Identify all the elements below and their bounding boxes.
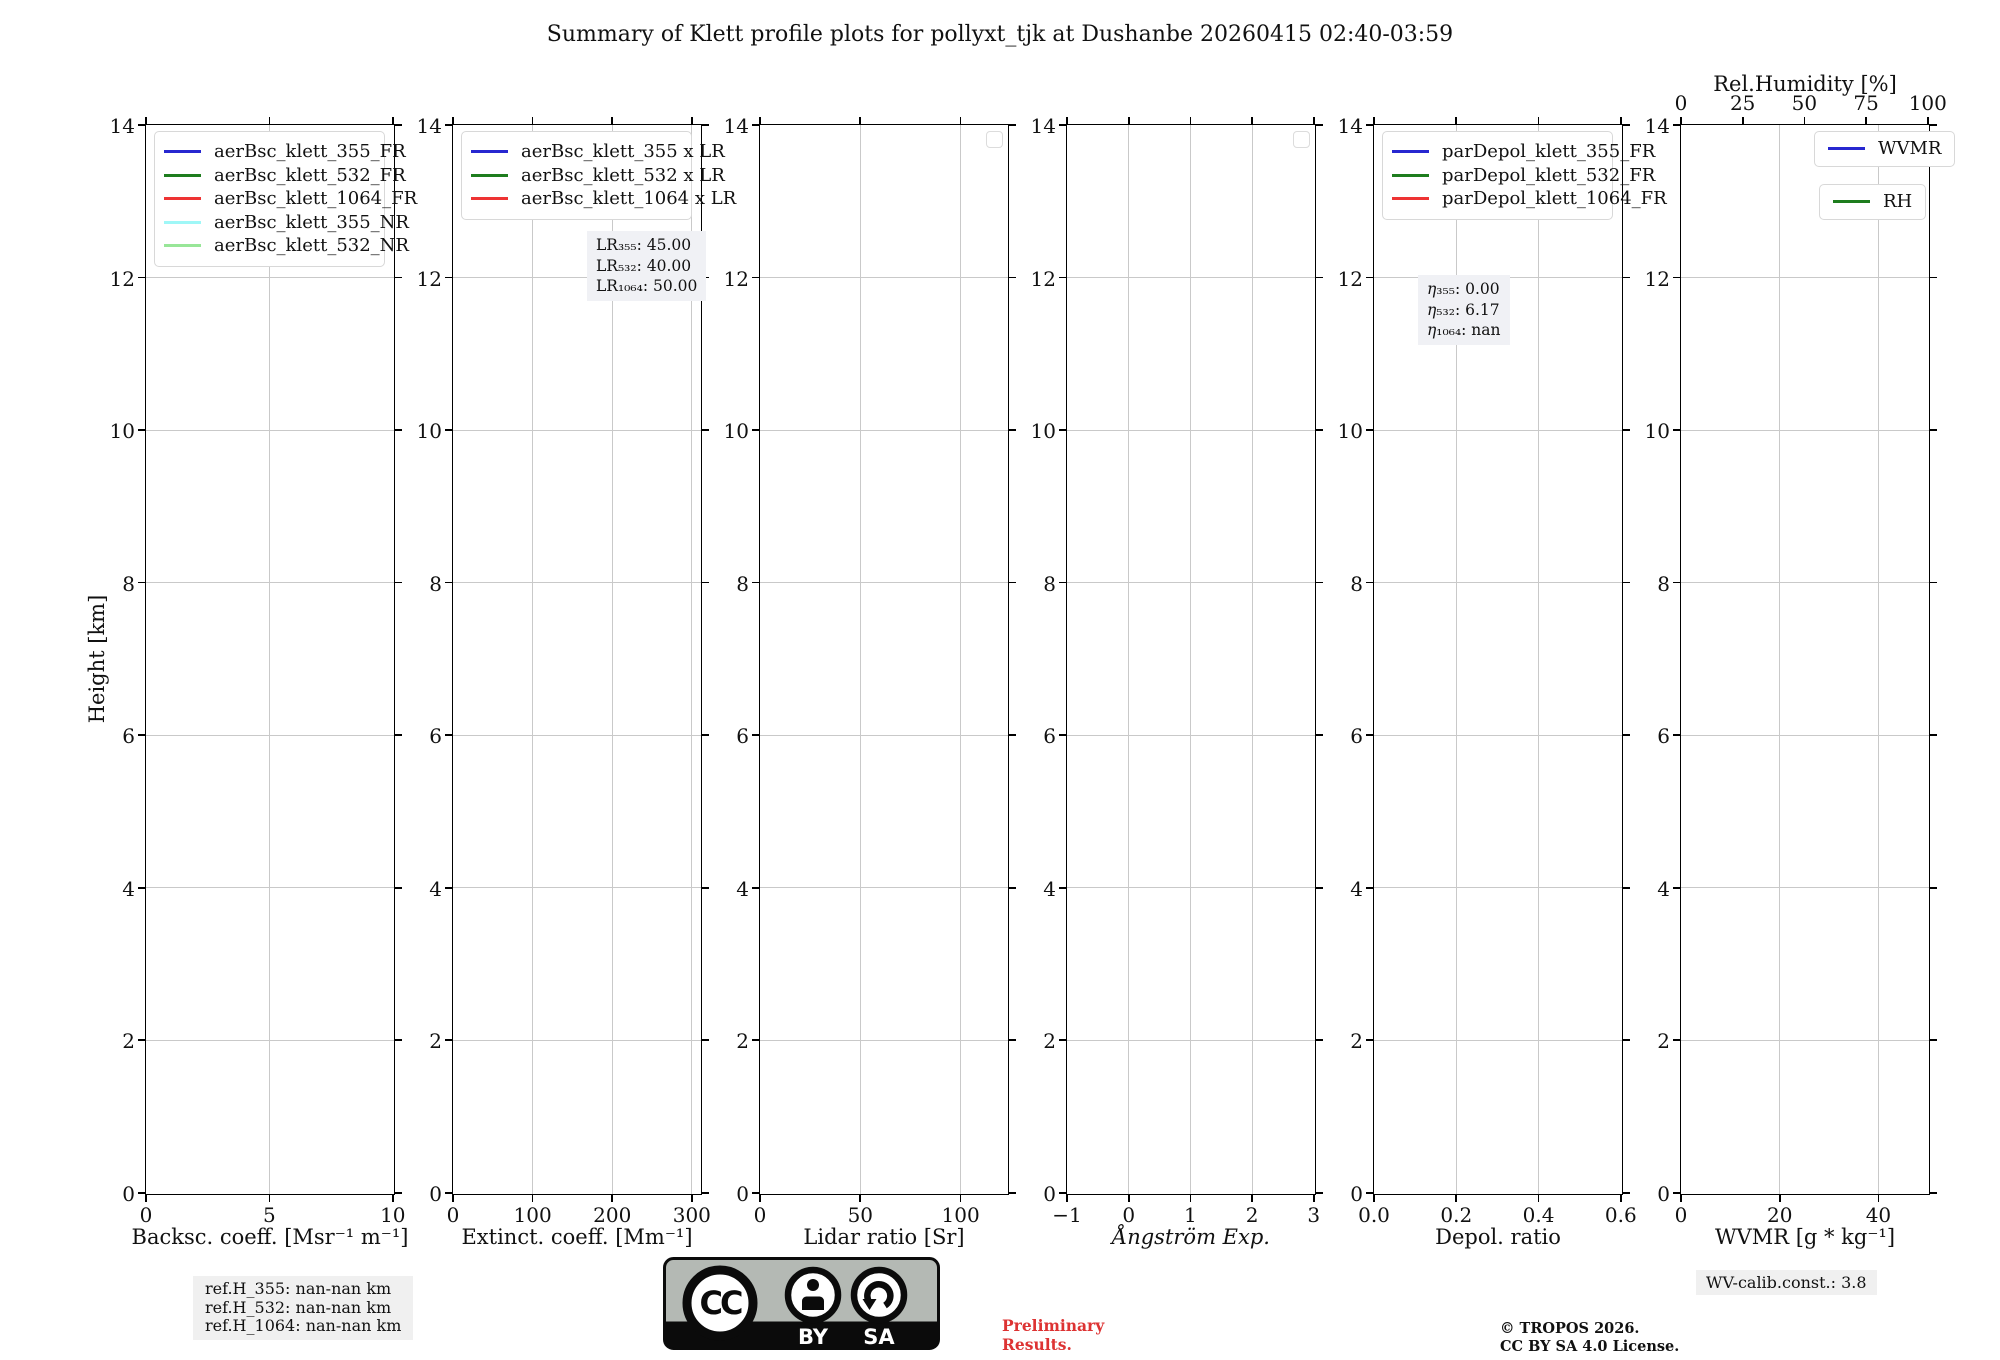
top-axis-tick — [1742, 117, 1744, 125]
y-tick — [1366, 429, 1374, 431]
gridline-y — [760, 735, 1008, 736]
y-tick — [752, 734, 760, 736]
x-tick-top — [269, 117, 271, 125]
legend-item — [1392, 187, 1667, 211]
by-person-icon — [788, 1270, 838, 1320]
y-tick-label: 12 — [109, 266, 135, 291]
cc-logo-text: CC — [699, 1284, 741, 1322]
y-tick-label: 12 — [1644, 266, 1670, 291]
legend-item — [164, 187, 418, 211]
annotation-line: LR₁₀₆₄: 50.00 — [596, 277, 698, 295]
y-tick-right — [1929, 1192, 1937, 1194]
x-tick-label: 2 — [1245, 1203, 1259, 1227]
wv-calib-annotation: WV-calib.const.: 3.8 — [1696, 1270, 1877, 1295]
y-tick-label: 0 — [1657, 1181, 1670, 1206]
y-tick-label: 12 — [723, 266, 749, 291]
y-tick-right — [1929, 124, 1937, 126]
gridline-y — [1067, 887, 1315, 888]
y-tick — [1059, 734, 1067, 736]
x-tick — [532, 1194, 534, 1202]
y-tick — [1059, 582, 1067, 584]
gridline-x — [1538, 125, 1539, 1194]
y-tick-right — [1929, 1039, 1937, 1041]
legend-label: aerBsc_klett_532_NR — [214, 235, 409, 257]
y-tick — [138, 429, 146, 431]
y-tick — [1059, 124, 1067, 126]
legend-line-sample — [1392, 197, 1429, 200]
legend-line-sample — [164, 244, 201, 247]
x-tick-label: 0.6 — [1604, 1203, 1637, 1227]
y-tick — [138, 124, 146, 126]
y-tick — [752, 582, 760, 584]
x-axis-label: Depol. ratio — [1435, 1225, 1561, 1249]
x-axis-label: Extinct. coeff. [Mm⁻¹] — [461, 1225, 693, 1249]
y-tick-label: 8 — [1350, 571, 1363, 596]
legend-box — [461, 131, 737, 220]
preliminary-results-note — [1002, 1316, 1104, 1354]
x-axis-label: Lidar ratio [Sr] — [803, 1225, 965, 1249]
legend-item — [471, 164, 725, 188]
legend-item — [471, 140, 725, 164]
x-tick-label: 0 — [1674, 1203, 1688, 1227]
legend-label: aerBsc_klett_532_FR — [214, 164, 406, 186]
legend-box-empty — [1293, 131, 1310, 148]
legend-line-sample — [1392, 174, 1429, 177]
gridline-x — [960, 125, 961, 1194]
y-tick — [1673, 1192, 1681, 1194]
gridline-y — [1067, 1040, 1315, 1041]
x-axis-label: WVMR [g * kg⁻¹] — [1714, 1225, 1896, 1249]
y-tick-right — [1929, 887, 1937, 889]
y-tick-label: 0 — [429, 1181, 442, 1206]
y-tick-label: 2 — [122, 1029, 135, 1054]
x-tick-top — [1455, 117, 1457, 125]
gridline-y — [1681, 430, 1929, 431]
x-tick — [759, 1194, 761, 1202]
ref-height-532: ref.H_532: nan-nan km — [205, 1297, 392, 1317]
y-tick-label: 4 — [1657, 876, 1670, 901]
legend-line-sample — [471, 197, 508, 200]
gridline-y — [1374, 735, 1622, 736]
x-tick — [1066, 1194, 1068, 1202]
y-tick — [1673, 429, 1681, 431]
x-tick-label: 0 — [139, 1203, 153, 1227]
x-tick-label: 20 — [1766, 1203, 1793, 1227]
y-tick — [1059, 887, 1067, 889]
gridline-y — [1067, 430, 1315, 431]
y-tick-label: 0 — [1043, 1181, 1056, 1206]
y-tick-label: 12 — [416, 266, 442, 291]
top-axis-tick — [1804, 117, 1806, 125]
x-tick-top — [611, 117, 613, 125]
x-tick-top — [1538, 117, 1540, 125]
top-axis-tick-label: 75 — [1853, 91, 1879, 115]
y-tick — [752, 887, 760, 889]
gridline-y — [453, 887, 701, 888]
gridline-y — [146, 735, 394, 736]
x-tick-label: 0.4 — [1522, 1203, 1555, 1227]
legend-item — [164, 140, 406, 164]
figure-title: Summary of Klett profile plots for pollyxt_tjk at Dushanbe 20260415 02:40-03:59 — [546, 22, 1454, 47]
legend-label: aerBsc_klett_1064_FR — [214, 188, 418, 210]
y-tick — [1366, 734, 1374, 736]
legend-line-sample — [1392, 150, 1429, 153]
y-tick-label: 4 — [122, 876, 135, 901]
gridline-y — [1374, 430, 1622, 431]
y-tick-label: 6 — [122, 724, 135, 749]
y-tick — [445, 1039, 453, 1041]
y-tick-label: 4 — [429, 876, 442, 901]
x-tick-label: 10 — [380, 1203, 406, 1227]
top-axis-label: Rel.Humidity [%] — [1713, 72, 1897, 96]
gridline-y — [760, 582, 1008, 583]
legend-item — [164, 234, 409, 258]
legend-item — [1392, 140, 1656, 164]
x-tick-label: 100 — [513, 1203, 552, 1227]
x-tick-label: 0.2 — [1440, 1203, 1473, 1227]
gridline-y — [146, 887, 394, 888]
plot-backscatter — [109, 114, 418, 1249]
legend-label: parDepol_klett_532_FR — [1442, 164, 1656, 186]
legend-label: WVMR — [1878, 138, 1942, 160]
y-tick-label: 2 — [1043, 1029, 1056, 1054]
y-tick — [1366, 1039, 1374, 1041]
y-tick-label: 6 — [1043, 724, 1056, 749]
y-tick-label: 4 — [1043, 876, 1056, 901]
top-axis-tick-label: 100 — [1908, 91, 1947, 115]
y-tick — [138, 1192, 146, 1194]
badge-by-label: BY — [797, 1325, 829, 1349]
preliminary-line-1: Preliminary — [1002, 1316, 1105, 1335]
y-tick — [138, 887, 146, 889]
y-tick-label: 8 — [1657, 571, 1670, 596]
legend-line-sample — [164, 221, 201, 224]
gridline-x — [1128, 125, 1129, 1194]
y-tick — [1059, 1192, 1067, 1194]
y-tick — [445, 124, 453, 126]
x-tick — [1128, 1194, 1130, 1202]
y-tick — [752, 429, 760, 431]
x-tick-top — [532, 117, 534, 125]
gridline-y — [146, 582, 394, 583]
legend-label: aerBsc_klett_355 x LR — [521, 141, 725, 163]
y-tick-label: 14 — [416, 114, 442, 138]
gridline-y — [146, 430, 394, 431]
gridline-y — [1681, 1040, 1929, 1041]
gridline-y — [760, 277, 1008, 278]
legend-item — [471, 187, 737, 211]
legend-line-sample — [164, 174, 201, 177]
cc-by-sa-badge — [663, 1257, 940, 1354]
legend-item — [1833, 190, 1912, 214]
top-axis-tick — [1927, 117, 1929, 125]
y-tick-label: 14 — [1030, 114, 1056, 138]
legend-box — [154, 131, 418, 267]
legend-line-sample — [471, 150, 508, 153]
x-tick — [1190, 1194, 1192, 1202]
legend-label: aerBsc_klett_1064 x LR — [521, 188, 737, 210]
y-tick-label: 12 — [1337, 266, 1363, 291]
y-tick — [445, 429, 453, 431]
x-tick-label: 0 — [753, 1203, 767, 1227]
annotation-box — [587, 231, 706, 301]
gridline-y — [1067, 582, 1315, 583]
gridline-x — [860, 125, 861, 1194]
y-tick-label: 6 — [429, 724, 442, 749]
x-tick — [145, 1194, 147, 1202]
y-tick-label: 8 — [429, 571, 442, 596]
y-tick — [445, 582, 453, 584]
legend-item — [164, 164, 406, 188]
y-tick — [1673, 887, 1681, 889]
x-tick-label: 0 — [446, 1203, 460, 1227]
gridline-y — [1681, 582, 1929, 583]
top-axis-tick-label: 50 — [1791, 91, 1818, 115]
y-tick — [1366, 277, 1374, 279]
y-tick — [1059, 1039, 1067, 1041]
y-tick-label: 8 — [122, 571, 135, 596]
y-tick — [1366, 582, 1374, 584]
top-axis-tick-label: 0 — [1674, 91, 1688, 115]
gridline-y — [1681, 277, 1929, 278]
y-tick-label: 0 — [736, 1181, 749, 1206]
gridline-y — [146, 1040, 394, 1041]
copyright-line-2: CC BY SA 4.0 License. — [1500, 1337, 1680, 1355]
legend-label: aerBsc_klett_355_FR — [214, 141, 406, 163]
top-axis-tick — [1680, 117, 1682, 125]
y-tick-label: 0 — [122, 1181, 135, 1206]
x-tick-top — [859, 117, 861, 125]
gridline-y — [1067, 277, 1315, 278]
y-tick-label: 10 — [723, 419, 749, 444]
plot-extinction — [416, 114, 737, 1249]
y-tick-label: 14 — [109, 114, 135, 138]
y-tick-label: 8 — [736, 571, 749, 596]
x-tick — [611, 1194, 613, 1202]
x-tick — [960, 1194, 962, 1202]
y-tick — [445, 1192, 453, 1194]
x-tick — [1878, 1194, 1880, 1202]
x-tick-label: 50 — [847, 1203, 874, 1227]
cc-by-sa-badge-graphic — [663, 1257, 940, 1350]
y-tick-label: 6 — [736, 724, 749, 749]
y-tick — [445, 734, 453, 736]
x-tick-label: 0.0 — [1358, 1203, 1390, 1227]
x-tick-label: 300 — [672, 1203, 711, 1227]
preliminary-line-2: Results. — [1002, 1335, 1072, 1354]
y-tick — [1673, 734, 1681, 736]
y-tick — [445, 887, 453, 889]
y-tick — [445, 277, 453, 279]
gridline-y — [1681, 735, 1929, 736]
legend-line-sample — [164, 197, 201, 200]
gridline-x — [269, 125, 270, 1194]
x-tick-label: 0 — [1122, 1203, 1136, 1227]
annotation-line: LR₃₅₅: 45.00 — [596, 236, 692, 254]
x-tick — [1680, 1194, 1682, 1202]
y-tick — [138, 582, 146, 584]
y-tick — [1673, 582, 1681, 584]
sa-arrow-icon — [854, 1270, 904, 1320]
x-tick-top — [1251, 117, 1253, 125]
legend-label: parDepol_klett_1064_FR — [1442, 188, 1667, 210]
y-tick — [752, 277, 760, 279]
x-tick-top — [1190, 117, 1192, 125]
by-person-head — [807, 1279, 819, 1291]
y-tick-right — [1929, 429, 1937, 431]
ref-height-1064: ref.H_1064: nan-nan km — [205, 1316, 402, 1335]
x-tick — [1373, 1194, 1375, 1202]
y-tick-label: 2 — [1657, 1029, 1670, 1054]
legend-line-sample — [1833, 200, 1870, 203]
gridline-y — [1374, 1040, 1622, 1041]
y-tick-right — [1929, 277, 1937, 279]
gridline-y — [1681, 887, 1929, 888]
x-tick-top — [1128, 117, 1130, 125]
annotation-box — [1418, 275, 1510, 345]
y-tick-label: 6 — [1657, 724, 1670, 749]
y-tick-label: 14 — [1644, 114, 1670, 138]
legend-box — [1382, 131, 1667, 220]
x-tick — [269, 1194, 271, 1202]
y-tick — [1059, 277, 1067, 279]
plot-depol-ratio — [1337, 114, 1667, 1249]
y-tick — [1366, 887, 1374, 889]
y-tick-right — [1929, 582, 1937, 584]
y-tick-label: 14 — [1337, 114, 1363, 138]
y-tick — [138, 734, 146, 736]
y-tick — [1366, 124, 1374, 126]
legend-line-sample — [1828, 147, 1865, 150]
x-tick-label: 100 — [941, 1203, 980, 1227]
legend-line-sample — [471, 174, 508, 177]
x-tick — [452, 1194, 454, 1202]
x-tick — [1779, 1194, 1781, 1202]
badge-sa-label: SA — [863, 1325, 895, 1349]
y-tick — [138, 1039, 146, 1041]
y-tick-right — [1929, 734, 1937, 736]
y-tick-label: 10 — [416, 419, 442, 444]
y-tick-label: 10 — [1337, 419, 1363, 444]
y-tick — [138, 277, 146, 279]
annotation-line: η₁₀₆₄: nan — [1427, 321, 1501, 339]
y-tick-label: 14 — [723, 114, 749, 138]
annotation-line: η₃₅₅: 0.00 — [1427, 280, 1500, 298]
y-tick-label: 8 — [1043, 571, 1056, 596]
gridline-y — [1374, 887, 1622, 888]
x-axis-label: Backsc. coeff. [Msr⁻¹ m⁻¹] — [131, 1225, 409, 1249]
y-tick-label: 2 — [429, 1029, 442, 1054]
legend-box — [1814, 131, 1955, 167]
y-tick-label: 6 — [1350, 724, 1363, 749]
x-tick-label: 5 — [263, 1203, 276, 1227]
y-tick — [1366, 1192, 1374, 1194]
gridline-y — [760, 887, 1008, 888]
x-tick — [859, 1194, 861, 1202]
y-tick-label: 4 — [736, 876, 749, 901]
gridline-y — [453, 1040, 701, 1041]
y-tick-label: 0 — [1350, 1181, 1363, 1206]
by-person-body — [802, 1297, 824, 1311]
x-axis-label: Ångström Exp. — [1112, 1225, 1270, 1249]
gridline-x — [1190, 125, 1191, 1194]
copyright-line-1: © TROPOS 2026. — [1500, 1320, 1640, 1337]
y-tick — [752, 124, 760, 126]
plot-wvmr — [1644, 72, 1947, 1249]
y-axis-label: Height [km] — [85, 594, 109, 724]
gridline-y — [453, 582, 701, 583]
y-tick-label: 10 — [1030, 419, 1056, 444]
x-tick-label: 3 — [1307, 1203, 1321, 1227]
x-tick — [1455, 1194, 1457, 1202]
ref-height-355: ref.H_355: nan-nan km — [205, 1279, 392, 1298]
y-tick-label: 2 — [736, 1029, 749, 1054]
legend-line-sample — [164, 150, 201, 153]
legend-item — [164, 211, 409, 235]
gridline-x — [532, 125, 533, 1194]
plot-angstroem-exponent — [1030, 114, 1321, 1249]
y-tick — [752, 1192, 760, 1194]
gridline-y — [1067, 735, 1315, 736]
x-tick-label: 40 — [1865, 1203, 1892, 1227]
x-tick — [1538, 1194, 1540, 1202]
plot-lidar-ratio — [723, 114, 1009, 1249]
annotation-line: LR₅₃₂: 40.00 — [596, 256, 692, 275]
y-tick-label: 12 — [1030, 266, 1056, 291]
gridline-y — [760, 430, 1008, 431]
y-tick-label: 10 — [1644, 419, 1670, 444]
legend-label: aerBsc_klett_532 x LR — [521, 164, 725, 186]
gridline-y — [1374, 582, 1622, 583]
top-axis-tick-label: 25 — [1729, 91, 1756, 115]
legend-label: RH — [1883, 191, 1913, 213]
copyright-note — [1500, 1320, 1679, 1355]
y-tick-label: 10 — [109, 419, 135, 444]
legend-item — [1392, 164, 1656, 188]
gridline-x — [1779, 125, 1780, 1194]
legend-box-empty — [986, 131, 1003, 148]
gridline-y — [760, 1040, 1008, 1041]
annotation-line: η₅₃₂: 6.17 — [1427, 300, 1500, 319]
gridline-x — [1878, 125, 1879, 1194]
x-tick-top — [960, 117, 962, 125]
gridline-y — [453, 430, 701, 431]
y-tick — [1059, 429, 1067, 431]
x-tick — [1251, 1194, 1253, 1202]
legend-label: parDepol_klett_355_FR — [1442, 141, 1656, 163]
gridline-y — [453, 735, 701, 736]
y-tick-label: 2 — [1350, 1029, 1363, 1054]
x-tick-label: −1 — [1052, 1203, 1082, 1227]
x-tick-label: 1 — [1184, 1203, 1197, 1227]
y-tick — [1673, 277, 1681, 279]
legend-item — [1828, 137, 1941, 161]
legend-label: aerBsc_klett_355_NR — [214, 211, 409, 233]
x-tick-label: 200 — [593, 1203, 632, 1227]
y-tick — [1673, 1039, 1681, 1041]
ref-height-annotation — [193, 1276, 413, 1340]
gridline-y — [146, 277, 394, 278]
y-tick — [752, 1039, 760, 1041]
y-tick-label: 4 — [1350, 876, 1363, 901]
legend-box — [1819, 184, 1926, 220]
gridline-x — [1252, 125, 1253, 1194]
top-axis-tick — [1865, 117, 1867, 125]
